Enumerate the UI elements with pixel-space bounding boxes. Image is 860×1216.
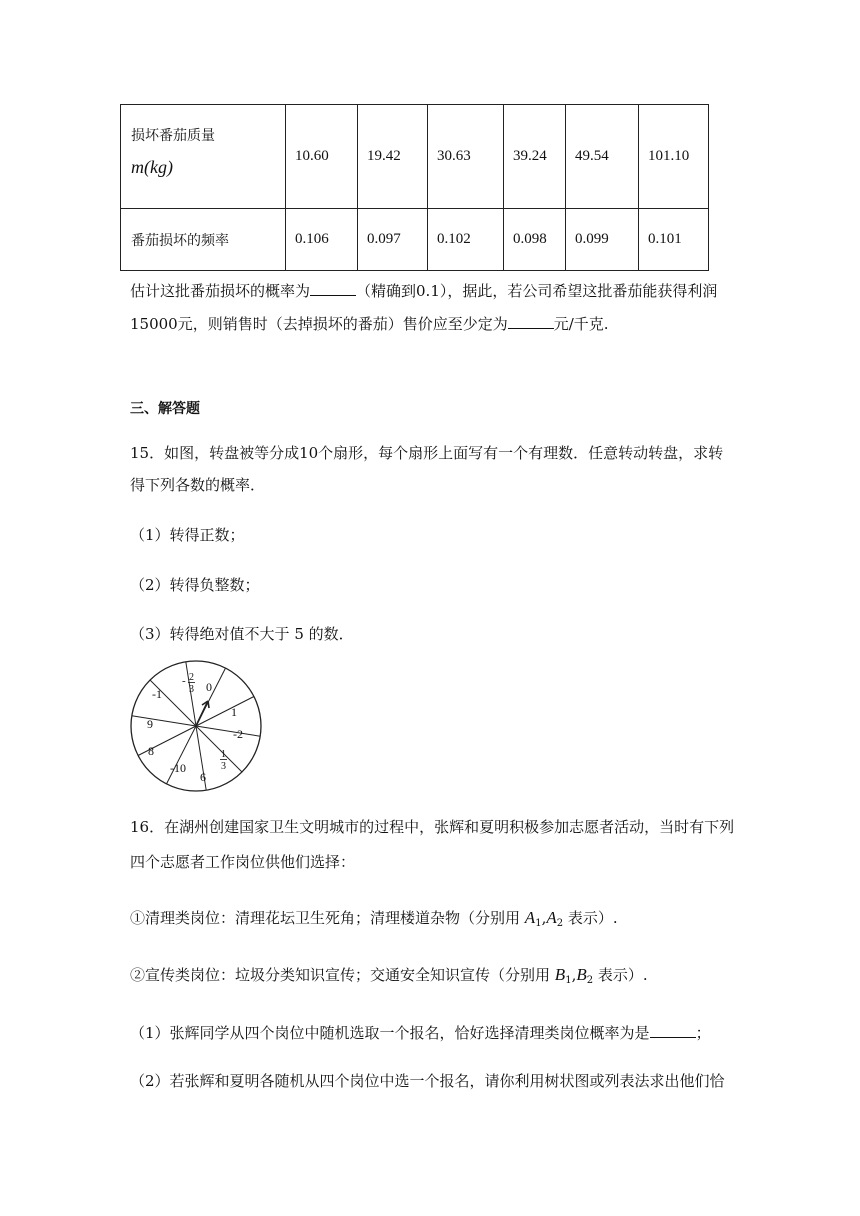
q16-item2: ②宣传类岗位：垃圾分类知识宣传；交通安全知识宣传（分别用 $B_1,B_2$ 表示）. bbox=[130, 965, 648, 986]
table-cell: 49.54 bbox=[566, 105, 639, 209]
wheel-label: 6 bbox=[200, 770, 206, 784]
wheel-label: 1 bbox=[231, 705, 237, 719]
q16-text: ； bbox=[695, 1024, 711, 1042]
q14-line1 bbox=[130, 280, 717, 301]
wheel-label: -2 bbox=[233, 727, 243, 741]
q14-line2 bbox=[130, 313, 609, 334]
subscript: 1 bbox=[535, 918, 542, 929]
q16-text: ②宣传类岗位：垃圾分类知识宣传；交通安全知识宣传（分别用 bbox=[130, 966, 551, 984]
q16-text: ①清理类岗位：清理花坛卫生死角；清理楼道杂物（分别用 bbox=[130, 909, 521, 927]
wheel-label: - bbox=[182, 675, 186, 687]
q16-item1: ①清理类岗位：清理花坛卫生死角；清理楼道杂物（分别用 $A_1,A_2$ 表示）. bbox=[130, 908, 618, 929]
sector-divider bbox=[196, 697, 254, 727]
subscript: 1 bbox=[565, 975, 572, 986]
table-cell: 10.60 bbox=[286, 105, 358, 209]
subscript: 2 bbox=[586, 975, 594, 986]
wheel-label: 8 bbox=[148, 744, 154, 758]
q15-sub3: （3）转得绝对值不大于 5 的数． bbox=[130, 625, 354, 643]
answer-blank bbox=[310, 283, 356, 296]
row-label-mass bbox=[121, 105, 286, 209]
symbol-B: B bbox=[576, 965, 587, 984]
table-cell: 30.63 bbox=[428, 105, 504, 209]
symbol-A: A bbox=[546, 908, 557, 927]
q16-line2: 四个志愿者工作岗位供他们选择： bbox=[130, 853, 356, 871]
answer-blank bbox=[508, 316, 554, 329]
q14-text: 15000元，则销售时（去掉损坏的番茄）售价应至少定为 bbox=[130, 315, 508, 333]
fraction-numerator: 1 bbox=[221, 749, 226, 760]
wheel-label: 0 bbox=[206, 680, 212, 694]
section-title: 三、解答题 bbox=[130, 401, 200, 417]
table-cell: 0.102 bbox=[428, 209, 504, 271]
sector-divider bbox=[132, 716, 196, 726]
q14-text: 元/千克. bbox=[553, 315, 609, 333]
table-cell: 0.097 bbox=[358, 209, 428, 271]
row-label-unit: m(kg) bbox=[131, 157, 173, 177]
wheel-label: -10 bbox=[170, 761, 186, 775]
fraction-denominator: 3 bbox=[221, 761, 226, 772]
table-cell: 39.24 bbox=[504, 105, 566, 209]
table-cell: 0.106 bbox=[286, 209, 358, 271]
table-cell: 0.101 bbox=[639, 209, 709, 271]
sector-divider bbox=[196, 726, 260, 736]
q15-sub2: （2）转得负整数； bbox=[130, 576, 260, 594]
table-row bbox=[121, 209, 709, 271]
symbol-A: A bbox=[524, 908, 536, 927]
answer-blank bbox=[650, 1025, 696, 1038]
q15-line2: 得下列各数的概率． bbox=[130, 476, 266, 494]
data-table bbox=[120, 104, 709, 271]
symbol-B: B bbox=[554, 965, 566, 984]
subscript: 2 bbox=[556, 918, 564, 929]
q16-line1: 16．在湖州创建国家卫生文明城市的过程中，张辉和夏明积极参加志愿者活动，当时有下列 bbox=[130, 818, 735, 836]
q15-sub1: （1）转得正数； bbox=[130, 526, 245, 544]
table-cell: 0.099 bbox=[566, 209, 639, 271]
q14-text: 估计这批番茄损坏的概率为 bbox=[130, 282, 311, 300]
table-cell: 0.098 bbox=[504, 209, 566, 271]
table-cell: 101.10 bbox=[639, 105, 709, 209]
q16-text: 表示）. bbox=[597, 966, 648, 984]
table-row bbox=[121, 105, 709, 209]
row-label-frequency: 番茄损坏的频率 bbox=[121, 209, 286, 271]
fraction-denominator: 3 bbox=[189, 684, 194, 695]
table-cell: 19.42 bbox=[358, 105, 428, 209]
q16-text: 表示）. bbox=[567, 909, 618, 927]
q14-text: （精确到0.1），据此，若公司希望这批番茄能获得利润 bbox=[356, 282, 718, 300]
wheel-label: -1 bbox=[152, 687, 162, 701]
q16-sub1 bbox=[130, 1022, 711, 1043]
sector-divider bbox=[167, 726, 197, 784]
spinner-wheel bbox=[128, 656, 268, 796]
q16-sub2: （2）若张辉和夏明各随机从四个岗位中选一个报名，请你利用树状图或列表法求出他们恰 bbox=[130, 1072, 725, 1090]
row-label-line1: 损坏番茄质量 bbox=[131, 128, 215, 144]
q15-line1: 15．如图，转盘被等分成10个扇形，每个扇形上面写有一个有理数．任意转动转盘，求转 bbox=[130, 444, 724, 462]
q16-text: （1）张辉同学从四个岗位中随机选取一个报名，恰好选择清理类岗位概率为是 bbox=[130, 1024, 650, 1042]
fraction-numerator: 2 bbox=[189, 672, 194, 683]
wheel-label: 9 bbox=[147, 717, 153, 731]
